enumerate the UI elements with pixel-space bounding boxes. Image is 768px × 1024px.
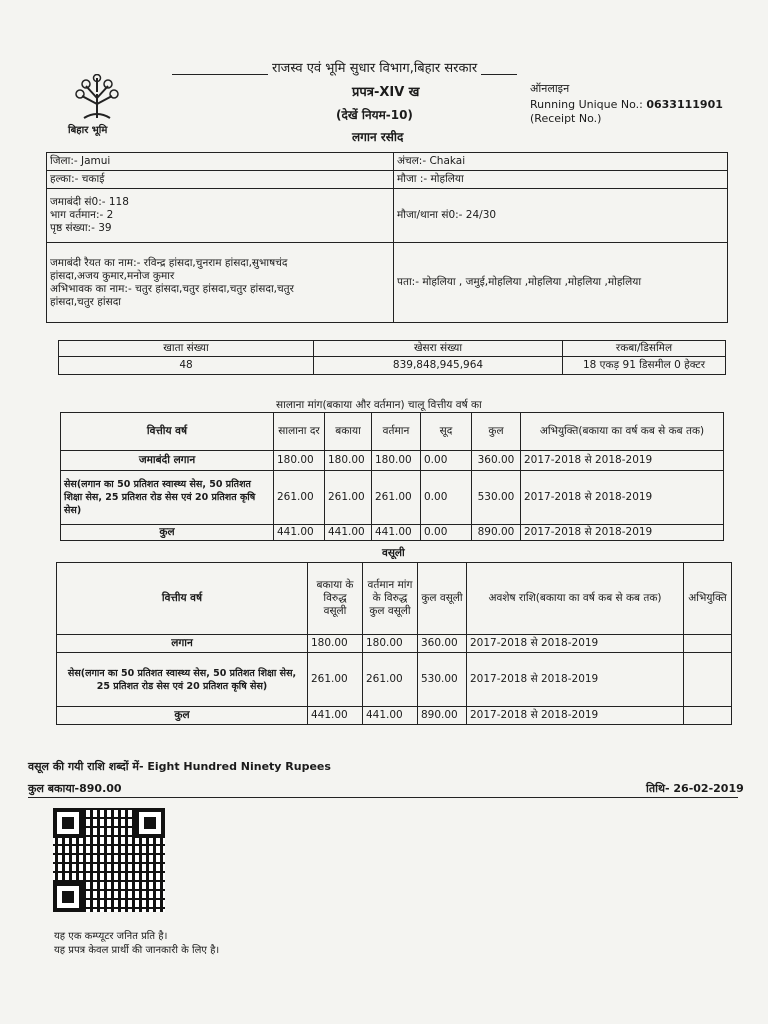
demand-header: वर्तमान	[372, 413, 421, 451]
guardian-line2: हांसदा,चतुर हांसदा	[50, 295, 121, 308]
demand-cell: 530.00	[472, 471, 521, 525]
computer-generated-note: यह एक कम्प्यूटर जनित प्रति है।	[54, 931, 168, 942]
demand-header: सालाना दर	[274, 413, 325, 451]
demand-cell: 261.00	[325, 471, 372, 525]
online-label: ऑनलाइन	[530, 82, 570, 95]
receipt-date: तिथि- 26-02-2019	[646, 782, 744, 795]
department-title: राजस्व एवं भूमि सुधार विभाग,बिहार सरकार	[268, 62, 481, 76]
demand-header: अभियुक्ति(बकाया का वर्ष कब से कब तक)	[521, 413, 724, 451]
collection-cell: 441.00	[308, 707, 363, 725]
demand-header: कुल	[472, 413, 521, 451]
demand-cell: 261.00	[274, 471, 325, 525]
raiyat-block	[47, 243, 394, 323]
collection-cell: 261.00	[308, 653, 363, 707]
total-due: कुल बकाया-890.00	[28, 782, 122, 795]
footer-rule	[28, 797, 738, 798]
land-table	[58, 340, 726, 375]
collection-header: वित्तीय वर्ष	[57, 563, 308, 635]
applicant-info-note: यह प्रपत्र केवल प्रार्थी की जानकारी के लिए है।	[54, 945, 220, 956]
collection-header: अवशेष राशि(बकाया का वर्ष कब से कब तक)	[467, 563, 684, 635]
collection-header: वर्तमान मांग के विरुद्ध कुल वसूली	[363, 563, 418, 635]
demand-header: वित्तीय वर्ष	[61, 413, 274, 451]
land-header: खेसरा संख्या	[314, 341, 563, 357]
demand-header: सूद	[421, 413, 472, 451]
guardian-line1: अभिभावक का नाम:- चतुर हांसदा,चतुर हांसदा,चतुर हांसदा,चतुर	[50, 282, 294, 295]
land-header: रकबा/डिसमिल	[563, 341, 726, 357]
district: जिला:- Jamui	[47, 153, 394, 171]
table-row	[61, 451, 724, 471]
table-row	[57, 635, 732, 653]
demand-cell: 441.00	[372, 525, 421, 541]
collection-cell: कुल	[57, 707, 308, 725]
jamabandi-block	[47, 189, 394, 243]
collection-cell	[684, 653, 732, 707]
collection-cell: 890.00	[418, 707, 467, 725]
demand-cell: 360.00	[472, 451, 521, 471]
qr-code-icon	[53, 808, 165, 912]
collection-title: वसूली	[382, 547, 405, 559]
demand-cell: 441.00	[325, 525, 372, 541]
mauja: मौजा :- मोहलिया	[394, 171, 728, 189]
demand-cell: 441.00	[274, 525, 325, 541]
demand-cell: 890.00	[472, 525, 521, 541]
land-header: खाता संख्या	[59, 341, 314, 357]
receipt-title: लगान रसीद	[352, 130, 404, 144]
receipt-number-label: (Receipt No.)	[530, 112, 602, 125]
thana-number: मौजा/थाना सं0:- 24/30	[394, 189, 728, 243]
demand-table	[60, 412, 724, 541]
table-row	[61, 471, 724, 525]
collection-cell: 2017-2018 से 2018-2019	[467, 653, 684, 707]
collection-cell: 180.00	[363, 635, 418, 653]
collection-cell	[684, 635, 732, 653]
demand-cell: जमाबंदी लगान	[61, 451, 274, 471]
collection-header: कुल वसूली	[418, 563, 467, 635]
jamabandi-number: जमाबंदी सं0:- 118	[50, 196, 129, 208]
collection-cell: 530.00	[418, 653, 467, 707]
khata-number: 48	[59, 357, 314, 375]
details-table	[46, 152, 728, 323]
collection-cell: 261.00	[363, 653, 418, 707]
demand-header: बकाया	[325, 413, 372, 451]
table-row	[57, 707, 732, 725]
collection-cell: 360.00	[418, 635, 467, 653]
amount-in-words: वसूल की गयी राशि शब्दों में- Eight Hundred Ninety Rupees	[28, 760, 331, 773]
demand-cell: 261.00	[372, 471, 421, 525]
demand-cell: 180.00	[325, 451, 372, 471]
collection-header: बकाया के विरुद्ध वसूली	[308, 563, 363, 635]
raiyat-line2: हांसदा,अजय कुमार,मनोज कुमार	[50, 269, 175, 282]
collection-cell: 2017-2018 से 2018-2019	[467, 635, 684, 653]
raiyat-line1: जमाबंदी रैयत का नाम:- रविन्द्र हांसदा,चुनराम हांसदा,सुभाषचंद	[50, 256, 288, 269]
collection-cell: 2017-2018 से 2018-2019	[467, 707, 684, 725]
demand-cell: कुल	[61, 525, 274, 541]
collection-cell: 441.00	[363, 707, 418, 725]
demand-cell: 2017-2018 से 2018-2019	[521, 525, 724, 541]
demand-cell: 0.00	[421, 451, 472, 471]
unique-number	[530, 98, 723, 112]
table-row	[61, 525, 724, 541]
collection-header: अभियुक्ति	[684, 563, 732, 635]
demand-cell: 0.00	[421, 525, 472, 541]
unique-number-label: Running Unique No.:	[530, 98, 643, 111]
collection-cell: सेस(लगान का 50 प्रतिशत स्वास्थ्य सेस, 50 प्रतिशत शिक्षा सेस, 25 प्रतिशत रोड सेस एवं 20 प्रतिशत कृषि सेस)	[57, 653, 308, 707]
khesra-number: 839,848,945,964	[314, 357, 563, 375]
rule-reference: (देखें नियम-10)	[336, 108, 413, 122]
bhag-vartaman: भाग वर्तमान:- 2	[50, 209, 114, 221]
logo-caption: बिहार भूमि	[68, 125, 108, 136]
demand-cell: 180.00	[274, 451, 325, 471]
halka: हल्का:- चकाई	[47, 171, 394, 189]
collection-table	[56, 562, 732, 725]
address: पता:- मोहलिया , जमुई,मोहलिया ,मोहलिया ,मोहलिया ,मोहलिया	[394, 243, 728, 323]
demand-cell: 0.00	[421, 471, 472, 525]
bihar-emblem-icon	[70, 74, 124, 120]
demand-cell: 2017-2018 से 2018-2019	[521, 471, 724, 525]
form-number: प्रपत्र-XIV ख	[352, 85, 420, 100]
demand-cell: 2017-2018 से 2018-2019	[521, 451, 724, 471]
circle: अंचल:- Chakai	[394, 153, 728, 171]
collection-cell: 180.00	[308, 635, 363, 653]
rakba: 18 एकड़ 91 डिसमील 0 हेक्टर	[563, 357, 726, 375]
demand-cell: 180.00	[372, 451, 421, 471]
demand-title: सालाना मांग(बकाया और वर्तमान) चालू वित्तीय वर्ष का	[276, 399, 482, 411]
demand-cell: सेस(लगान का 50 प्रतिशत स्वास्थ्य सेस, 50 प्रतिशत शिक्षा सेस, 25 प्रतिशत रोड सेस एवं 20 प्रतिशत कृषि सेस)	[61, 471, 274, 525]
collection-cell: लगान	[57, 635, 308, 653]
page-number: पृष्ठ संख्या:- 39	[50, 222, 112, 234]
table-row	[57, 653, 732, 707]
collection-cell	[684, 707, 732, 725]
unique-number-value: 0633111901	[646, 98, 723, 111]
